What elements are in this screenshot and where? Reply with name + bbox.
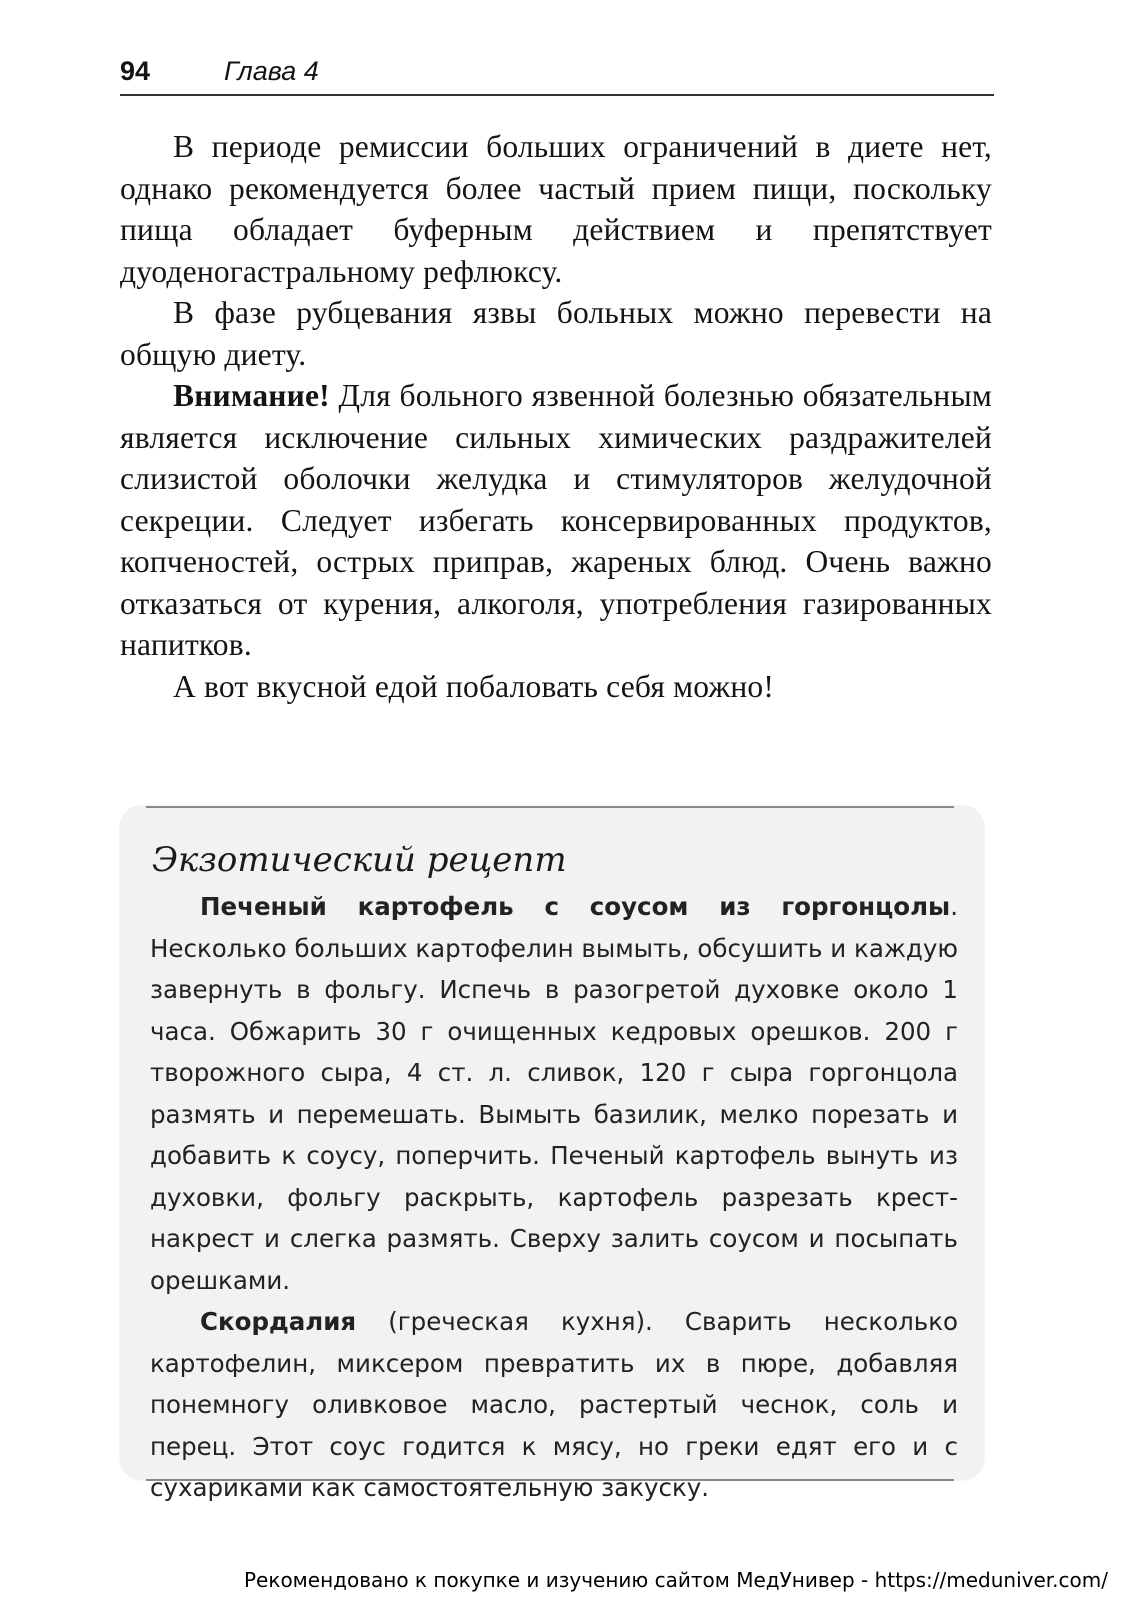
recipe-box-title: Экзотический рецепт (152, 840, 567, 880)
warning-paragraph (120, 375, 992, 666)
page-number: 94 (120, 56, 151, 86)
paragraph-text: Для больного язвенной болезнью обязательным является исключение сильных химических раздражителей слизистой оболочки желудка и стимуляторов желудочной секреции. Следует избегать консервированных продуктов, копченостей, острых приправ, жареных блюд. Очень важно отказаться от курения, алкоголя, употребления газированных напитков. (120, 378, 992, 662)
warning-label: Внимание! (173, 378, 330, 413)
recipe-description: . Несколько больших картофелин вымыть, обсушить и каждую завернуть в фольгу. Испечь в разогретой духовке около 1 часа. Обжарить 30 г очищенных кедровых орешков. 200 г творожного сыра, 4 ст. л. сливок, 120 г сыра горгонцола размять и перемешать. Вымыть базилик, мелко порезать и добавить к соусу, поперчить. Печеный картофель вынуть из духовки, фольгу раскрыть, картофель разрезать крест-накрест и слегка размять. Сверху залить соусом и посыпать орешками. (150, 892, 958, 1295)
page-header (120, 50, 994, 96)
chapter-title: Глава 4 (224, 56, 319, 86)
paragraph (120, 292, 992, 375)
paragraph-text: В периоде ремиссии больших ограничений в диете нет, однако рекомендуется более частый прием пищи, поскольку пища обладает буферным действием и препятствует дуоденогастральному рефлюксу. (120, 129, 992, 289)
recipe-name: Печеный картофель с соусом из горгонцолы (200, 892, 951, 921)
divider (146, 806, 954, 808)
footer-note: Рекомендовано к покупке и изучению сайтом МедУнивер - https://meduniver.com/ (244, 1568, 1108, 1592)
recipe-paragraph (150, 886, 958, 1301)
recipe-paragraph (150, 1301, 958, 1509)
recipe-name: Скордалия (200, 1307, 357, 1336)
recipe-text (150, 886, 958, 1509)
paragraph (120, 126, 992, 292)
main-text (120, 126, 992, 707)
paragraph-text: В фазе рубцевания язвы больных можно перевести на общую диету. (120, 295, 992, 372)
paragraph-text: А вот вкусной едой побаловать себя можно! (173, 668, 775, 704)
recipe-description: (греческая кухня). Сварить несколько картофелин, миксером превратить их в пюре, добавляя понемногу оливковое масло, растертый чеснок, соль и перец. Этот соус годится к мясу, но греки едят его и с сухариками как самостоятельную закуску. (150, 1307, 958, 1502)
paragraph (120, 666, 992, 708)
